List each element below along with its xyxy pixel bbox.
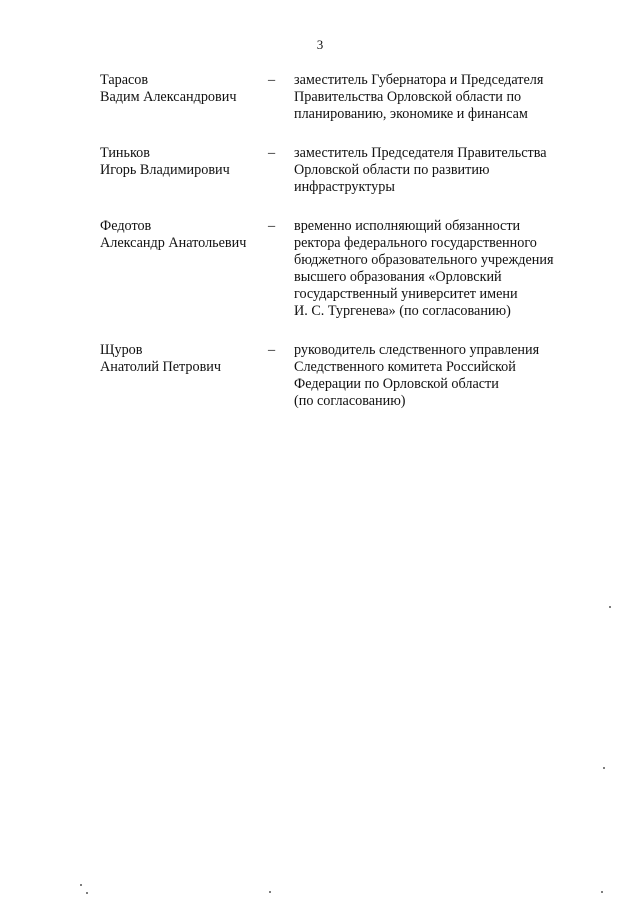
member-list [100, 72, 580, 432]
position-line: Орловской области по развитию [294, 162, 490, 178]
position-line: И. С. Тургенева» (по согласованию) [294, 303, 511, 319]
member-position [294, 72, 574, 123]
scan-speck [86, 892, 88, 894]
position-line: высшего образования «Орловский [294, 269, 502, 285]
position-line: государственный университет имени [294, 286, 518, 302]
member-position [294, 145, 574, 196]
scan-speck [269, 891, 271, 893]
member-entry-fedotov [100, 218, 580, 320]
member-entry-tinkov [100, 145, 580, 196]
member-name [100, 342, 268, 376]
position-line: бюджетного образовательного учреждения [294, 252, 554, 268]
position-line: Федерации по Орловской области [294, 376, 499, 392]
member-surname: Тиньков [100, 145, 150, 161]
position-line: руководитель следственного управления [294, 342, 540, 358]
member-entry-shchurov [100, 342, 580, 410]
member-given-names: Александр Анатольевич [100, 235, 247, 251]
scan-speck [601, 891, 603, 893]
position-line: Следственного комитета Российской [294, 359, 516, 375]
member-name [100, 145, 268, 179]
member-surname: Федотов [100, 218, 152, 234]
page-number: 3 [316, 37, 324, 52]
position-line: заместитель Председателя Правительства [294, 145, 547, 161]
member-name [100, 218, 268, 252]
dash-separator: – [268, 342, 276, 358]
member-surname: Щуров [100, 342, 143, 358]
dash-separator: – [268, 72, 276, 88]
dash-separator: – [268, 218, 276, 234]
member-given-names: Вадим Александрович [100, 89, 237, 105]
position-line: заместитель Губернатора и Председателя [294, 72, 544, 88]
position-line: планированию, экономике и финансам [294, 106, 528, 122]
scan-speck [603, 767, 605, 769]
member-entry-tarasov [100, 72, 580, 123]
position-line: (по согласованию) [294, 393, 406, 409]
member-name [100, 72, 268, 106]
scan-speck [80, 884, 82, 886]
position-line: временно исполняющий обязанности [294, 218, 521, 234]
position-line: инфраструктуры [294, 179, 395, 195]
scan-speck [609, 606, 611, 608]
position-line: Правительства Орловской области по [294, 89, 522, 105]
member-position [294, 342, 574, 410]
member-given-names: Игорь Владимирович [100, 162, 230, 178]
dash-separator: – [268, 145, 276, 161]
member-surname: Тарасов [100, 72, 149, 88]
position-line: ректора федерального государственного [294, 235, 537, 251]
member-position [294, 218, 574, 320]
member-given-names: Анатолий Петрович [100, 359, 222, 375]
